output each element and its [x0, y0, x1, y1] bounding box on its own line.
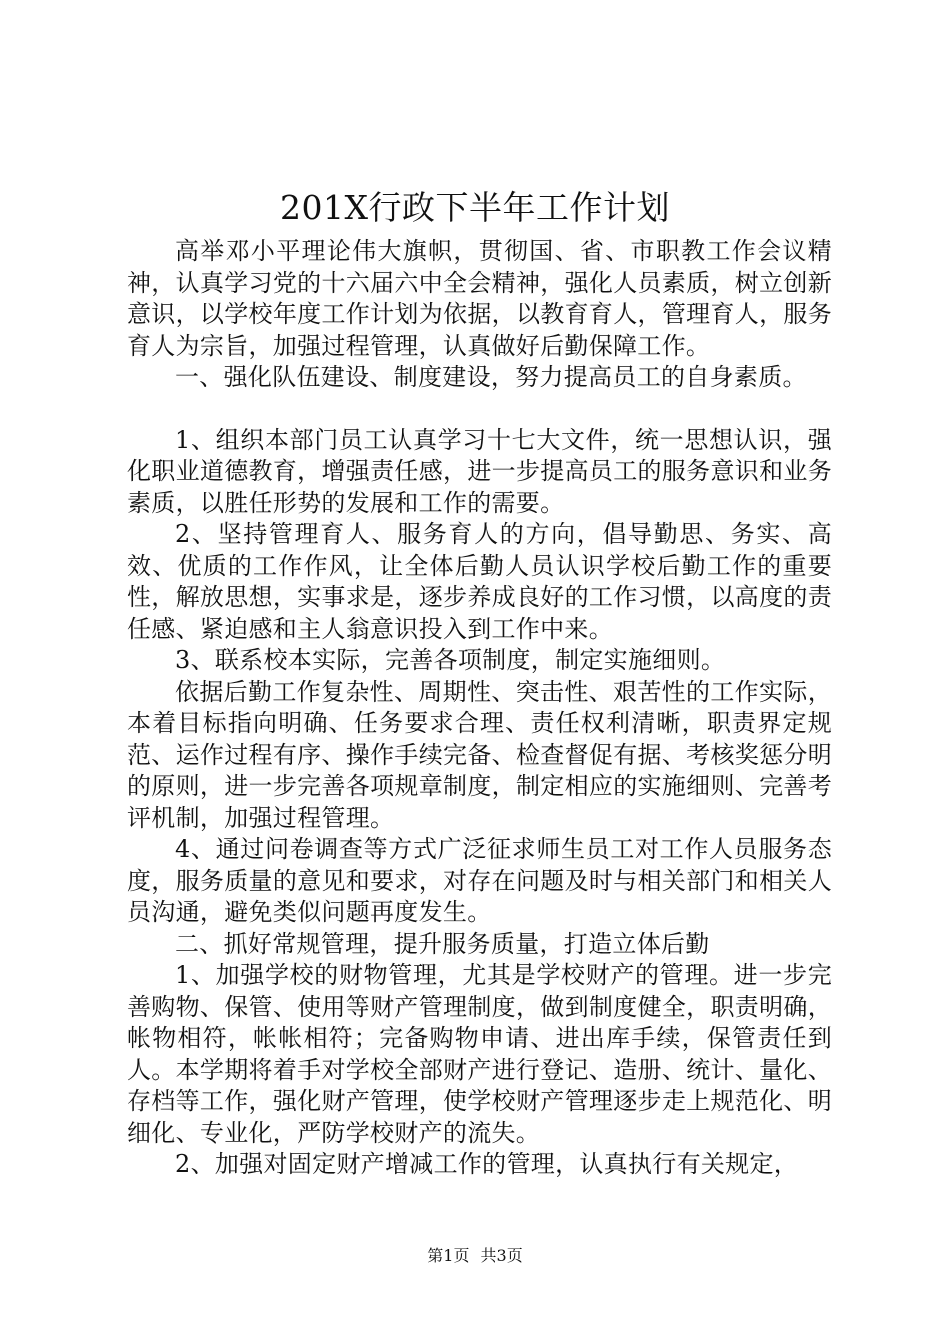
- paragraph-item-4: 4、通过问卷调查等方式广泛征求师生员工对工作人员服务态度，服务质量的意见和要求，对存在问题及时与相关部门和相关人员沟通，避免类似问题再度发生。: [127, 835, 832, 926]
- page-total: 共3页: [480, 1246, 523, 1265]
- paragraph-item-1: 1、组织本部门员工认真学习十七大文件，统一思想认识，强化职业道德教育，增强责任感，进一步提高员工的服务意识和业务素质，以胜任形势的发展和工作的需要。: [127, 425, 832, 517]
- section-heading-1: 一、强化队伍建设、制度建设，努力提高员工的自身素质。: [175, 363, 807, 391]
- section-heading-2: 二、抓好常规管理，提升服务质量，打造立体后勤: [175, 929, 710, 958]
- paragraph-section2-item-1: 1、加强学校的财物管理，尤其是学校财产的管理。进一步完善购物、保管、使用等财产管理制度，做到制度健全，职责明确，帐物相符，帐帐相符；完备购物申请、进出库手续，保管责任到人。本学期将着手对学校全部财产进行登记、造册、统计、量化、存档等工作，强化财产管理，使学校财产管理逐步走上规范化、明细化、专业化，严防学校财产的流失。: [127, 961, 832, 1147]
- page-number: 第1页: [427, 1246, 470, 1265]
- paragraph-item-3-detail: 依据后勤工作复杂性、周期性、突击性、艰苦性的工作实际，本着目标指向明确、任务要求合理、责任权利清晰，职责界定规范、运作过程有序、操作手续完备、检查督促有据、考核奖惩分明的原则，进一步完善各项规章制度，制定相应的实施细则、完善考评机制，加强过程管理。: [127, 677, 832, 832]
- paragraph-section2-item-2: 2、加强对固定财产增减工作的管理，认真执行有关规定，: [175, 1150, 799, 1178]
- paragraph-item-3: 3、联系校本实际，完善各项制度，制定实施细则。: [175, 646, 726, 674]
- document-title: 201X行政下半年工作计划: [280, 188, 670, 227]
- document-body: [127, 236, 832, 1181]
- page-footer: [0, 1244, 950, 1268]
- paragraph-intro: 高举邓小平理论伟大旗帜，贯彻国、省、市职教工作会议精神，认真学习党的十六届六中全会精神，强化人员素质，树立创新意识，以学校年度工作计划为依据，以教育育人，管理育人，服务育人为宗旨，加强过程管理，认真做好后勤保障工作。: [127, 237, 832, 360]
- paragraph-item-2: 2、坚持管理育人、服务育人的方向，倡导勤思、务实、高效、优质的工作作风，让全体后勤人员认识学校后勤工作的重要性，解放思想，实事求是，逐步养成良好的工作习惯，以高度的责任感、紧迫感和主人翁意识投入到工作中来。: [127, 520, 832, 643]
